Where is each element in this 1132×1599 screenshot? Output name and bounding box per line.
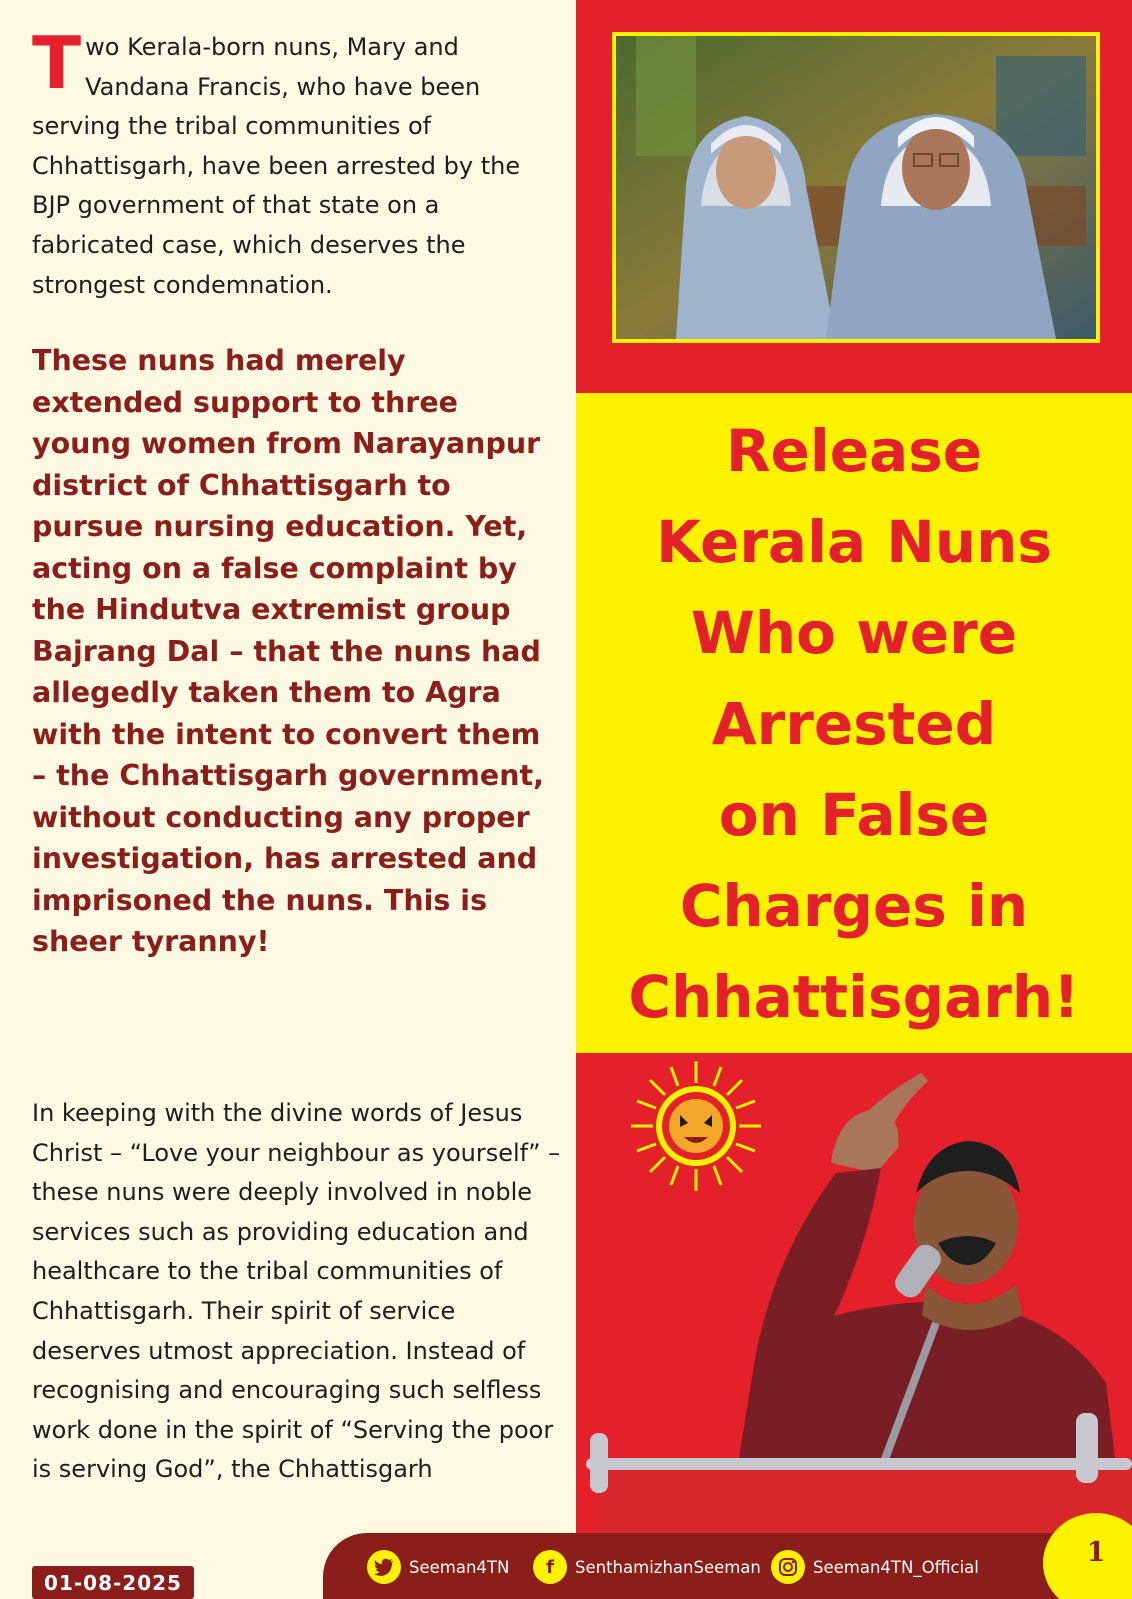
facebook-handle[interactable] <box>533 1550 761 1584</box>
facebook-handle-text: SenthamizhanSeeman <box>575 1557 761 1577</box>
bottom-red-panel <box>576 1053 1132 1599</box>
page-number: 1 <box>1043 1513 1132 1599</box>
instagram-handle-text: Seeman4TN_Official <box>813 1557 979 1577</box>
headline <box>576 406 1132 1043</box>
headline-line: Arrested <box>711 690 997 758</box>
speaker-illustration <box>576 1053 1132 1599</box>
instagram-icon <box>771 1550 805 1584</box>
twitter-handle-text: Seeman4TN <box>409 1557 510 1577</box>
intro-paragraph <box>32 21 552 305</box>
headline-line: Who were <box>690 599 1018 667</box>
headline-panel <box>576 393 1132 1053</box>
headline-line: Charges in <box>679 872 1029 940</box>
date-badge: 01-08-2025 <box>32 1566 194 1599</box>
instagram-handle[interactable] <box>771 1550 979 1584</box>
top-red-panel <box>576 0 1132 393</box>
intro-text: wo Kerala-born nuns, Mary and Vandana Francis, who have been serving the tribal communities of Chhattisgarh, have been arrested by the BJP government of that state on a fabricated case, which deserves the strongest condemnation. <box>32 33 521 299</box>
headline-line: Kerala Nuns <box>656 508 1052 576</box>
facebook-icon: f <box>533 1550 567 1584</box>
nuns-photo <box>612 32 1100 343</box>
nuns-photo-illustration <box>616 36 1096 339</box>
headline-line: Release <box>725 417 983 485</box>
body-paragraph: In keeping with the divine words of Jesus Christ – “Love your neighbour as yourself” – these nuns were deeply involved in noble services such as providing education and healthcare to the tribal communities of Chhattisgarh. Their spirit of service deserves utmost appreciation. Instead of recognising and encouraging such selfless work done in the spirit of “Serving the poor is serving God”, the Chhattisgarh <box>32 1099 561 1484</box>
twitter-icon <box>367 1550 401 1584</box>
headline-line: on False <box>718 781 990 849</box>
footer-bar <box>323 1533 1132 1599</box>
poster-column <box>576 0 1132 1599</box>
twitter-handle[interactable] <box>367 1550 509 1584</box>
highlight-paragraph: These nuns had merely extended support to three young women from Narayanpur district of Chhattisgarh to pursue nursing education. Yet, acting on a false complaint by the Hindutva extremist group Bajrang Dal – that the nuns had allegedly taken them to Agra with the intent to convert them – the Chhattisgarh government, without conducting any proper investigation, has arrested and imprisoned the nuns. This is sheer tyranny! <box>32 344 544 958</box>
headline-line: Chhattisgarh! <box>628 963 1080 1031</box>
drop-cap: T <box>32 21 82 105</box>
party-emblem-icon <box>631 1061 761 1191</box>
